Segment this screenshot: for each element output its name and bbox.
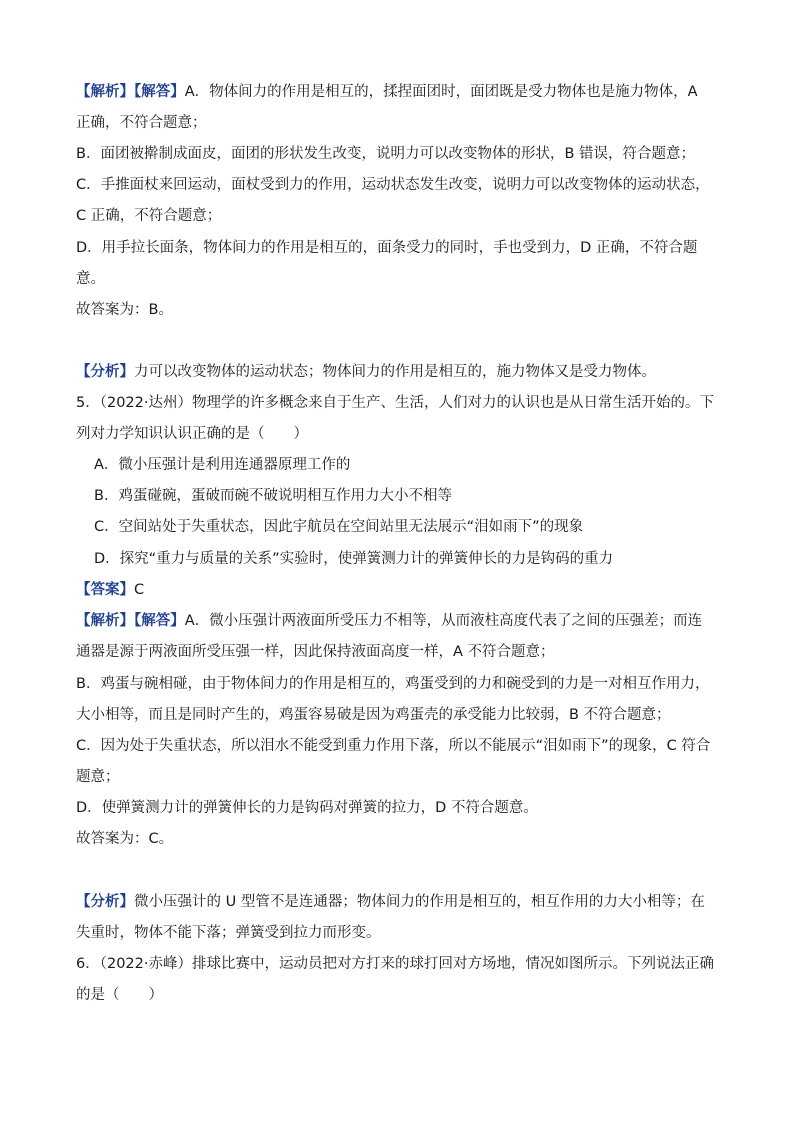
q5-solution-text-1: A．微小压强计两液面所受压力不相等，从而液柱高度代表了之间的压强差；而连 <box>184 613 703 629</box>
q6-stem-line-2: 的是（ ） <box>76 987 163 1003</box>
q5-solution-line-3: B．鸡蛋与碗相碰，由于物体间力的作用是相互的，鸡蛋受到的力和碗受到的力是一对相互作用力， <box>76 676 710 692</box>
q5-stem-line-1: 5．（2022·达州）物理学的许多概念来自于生产、生活，人们对力的认识也是从日常生活开始的。下 <box>76 395 714 411</box>
q4-final-answer: 故答案为：B。 <box>76 302 173 318</box>
jiexi-tag: 【解析】 <box>76 84 134 100</box>
q4-solution-line-7: 意。 <box>76 271 105 287</box>
q5-option-c: C．空间站处于失重状态，因此宇航员在空间站里无法展示“泪如雨下”的现象 <box>94 519 584 535</box>
q5-option-a: A．微小压强计是利用连通器原理工作的 <box>94 457 351 473</box>
q5-solution-line-2: 通器是源于两液面所受压强一样，因此保持液面高度一样，A 不符合题意； <box>76 644 555 660</box>
q4-solution-text-1: A．物体间力的作用是相互的，揉捏面团时，面团既是受力物体也是施力物体，A <box>184 84 698 100</box>
q5-solution-line-1 <box>76 611 702 631</box>
q5-solution-line-5: C．因为处于失重状态，所以泪水不能受到重力作用下落，所以不能展示“泪如雨下”的现象，C 符合 <box>76 738 711 754</box>
q5-answer-value: C <box>134 582 145 598</box>
jieda-tag: 【解答】 <box>134 84 185 100</box>
q5-solution-line-7: D．使弹簧测力计的弹簧伸长的力是钩码对弹簧的拉力，D 不符合题意。 <box>76 800 538 816</box>
q5-solution-line-4: 大小相等，而且是同时产生的，鸡蛋容易破是因为鸡蛋壳的承受能力比较弱，B 不符合题意； <box>76 707 671 723</box>
analysis-tag: 【分析】 <box>76 894 134 910</box>
analysis-tag: 【分析】 <box>76 364 134 380</box>
q5-solution-line-6: 题意； <box>76 769 120 785</box>
q5-answer <box>76 580 144 600</box>
q4-solution-line-1 <box>76 82 698 102</box>
q4-analysis-text: 力可以改变物体的运动状态；物体间力的作用是相互的，施力物体又是受力物体。 <box>134 364 656 380</box>
jiexi-tag: 【解析】 <box>76 613 134 629</box>
q4-solution-line-6: D．用手拉长面条，物体间力的作用是相互的，面条受力的同时，手也受到力，D 正确，不符合题 <box>76 240 698 256</box>
q4-solution-line-2: 正确，不符合题意； <box>76 115 207 131</box>
answer-tag: 【答案】 <box>76 582 134 598</box>
q5-analysis-line-2: 失重时，物体不能下落；弹簧受到拉力而形变。 <box>76 925 381 941</box>
q5-final-answer: 故答案为：C。 <box>76 831 174 847</box>
q5-option-b: B．鸡蛋碰碗，蛋破而碗不破说明相互作用力大小不相等 <box>94 488 452 504</box>
q4-solution-line-3: B．面团被擀制成面皮，面团的形状发生改变，说明力可以改变物体的形状，B 错误，符合题意； <box>76 146 696 162</box>
q5-option-d: D．探究“重力与质量的关系”实验时，使弹簧测力计的弹簧伸长的力是钩码的重力 <box>94 551 614 567</box>
q5-stem-line-2: 列对力学知识认识正确的是（ ） <box>76 426 308 442</box>
q6-stem-line-1: 6．（2022·赤峰）排球比赛中，运动员把对方打来的球打回对方场地，情况如图所示。下列说法正确 <box>76 956 714 972</box>
jieda-tag: 【解答】 <box>134 613 185 629</box>
q4-analysis <box>76 362 656 382</box>
q4-solution-line-5: C 正确，不符合题意； <box>76 208 222 224</box>
q4-solution-line-4: C．手推面杖来回运动，面杖受到力的作用，运动状态发生改变，说明力可以改变物体的运动状态， <box>76 177 710 193</box>
q5-analysis-text-1: 微小压强计的 U 型管不是连通器；物体间力的作用是相互的，相互作用的力大小相等；在 <box>134 894 705 910</box>
q5-analysis-line-1 <box>76 892 705 912</box>
